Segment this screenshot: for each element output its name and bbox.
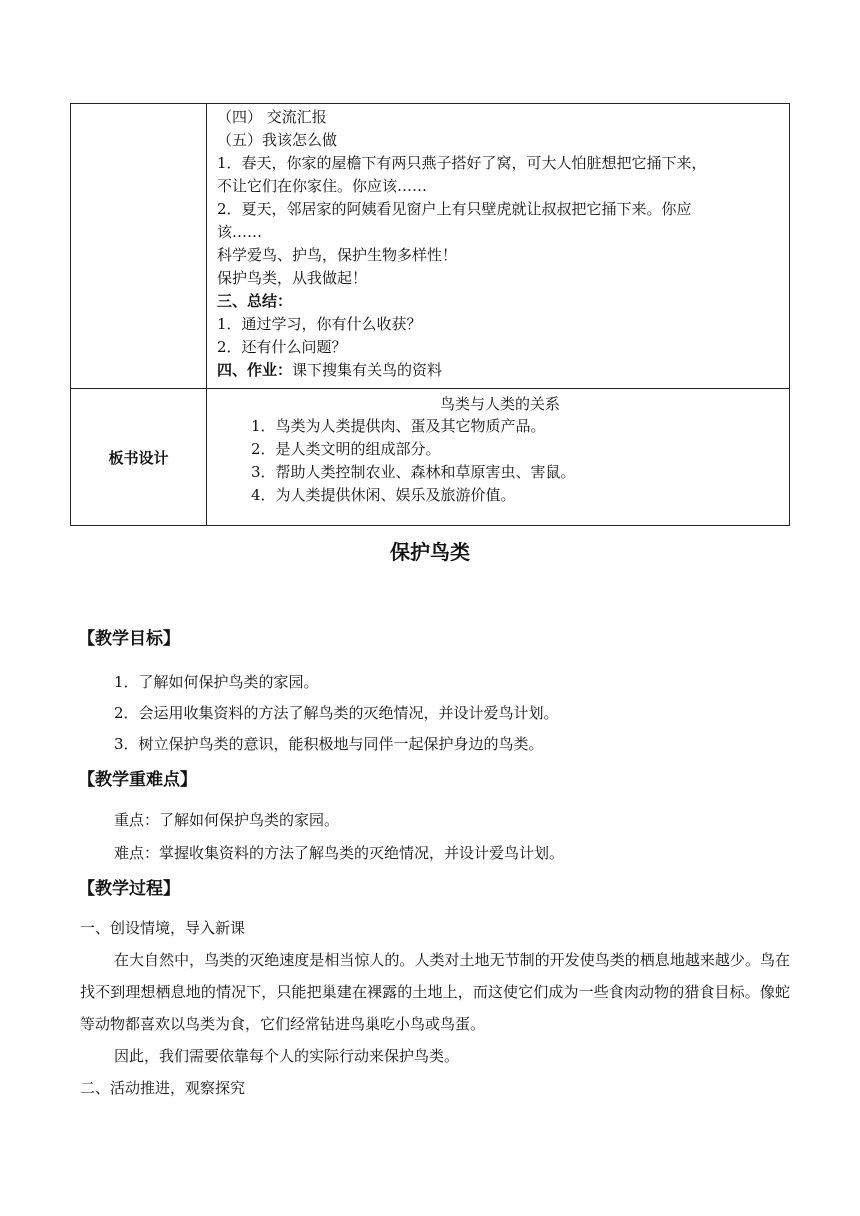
homework-line (217, 359, 783, 382)
homework-text: 课下搜集有关鸟的资料 (292, 361, 443, 379)
key-point: 重点：了解如何保护鸟类的家园。 (114, 811, 340, 829)
text-line: 1．春天，你家的屋檐下有两只燕子搭好了窝，可大人怕脏想把它捅下来， (217, 154, 707, 172)
empty-label-cell (71, 104, 207, 389)
key-points-heading: 【教学重难点】 (78, 770, 197, 790)
text-line: 不让它们在你家住。你应该…… (217, 177, 428, 195)
board-title: 鸟类与人类的关系 (439, 395, 560, 413)
text-line: 该…… (217, 223, 263, 241)
summary-item: 1．通过学习，你有什么收获？ (217, 315, 422, 333)
difficult-point: 难点：掌握收集资料的方法了解鸟类的灭绝情况，并设计爱鸟计划。 (114, 844, 565, 862)
goals-heading: 【教学目标】 (78, 629, 180, 649)
summary-heading: 三、总结： (217, 292, 293, 310)
lesson-plan-table (70, 103, 790, 526)
board-item: 3．帮助人类控制农业、森林和草原害虫、害鼠。 (251, 463, 576, 481)
board-design-cell (207, 389, 790, 526)
board-item: 2．是人类文明的组成部分。 (251, 440, 441, 458)
text-line: 科学爱鸟、护鸟，保护生物多样性！ (217, 246, 458, 264)
text-line: （四） 交流汇报 (217, 108, 327, 126)
board-item: 4．为人类提供休闲、娱乐及旅游价值。 (251, 486, 516, 504)
text-line: 保护鸟类，从我做起！ (217, 269, 368, 287)
table-row (71, 389, 790, 526)
goal-item: 1．了解如何保护鸟类的家园。 (114, 673, 319, 691)
text-line: （五）我该怎么做 (217, 131, 338, 149)
step-heading: 二、活动推进，观察探究 (80, 1079, 246, 1097)
summary-item: 2．还有什么问题？ (217, 338, 347, 356)
step-heading: 一、创设情境，导入新课 (80, 919, 246, 937)
process-heading: 【教学过程】 (78, 879, 180, 899)
paragraph: 在大自然中，鸟类的灭绝速度是相当惊人的。人类对土地无节制的开发使鸟类的栖息地越来越少。鸟在找不到理想栖息地的情况下，只能把巢建在裸露的土地上，而这使它们成为一些食肉动物的猎食目标。像蛇等动物都喜欢以鸟类为食，它们经常钻进鸟巢吃小鸟或鸟蛋。 (80, 951, 790, 1033)
goal-item: 2．会运用收集资料的方法了解鸟类的灭绝情况，并设计爱鸟计划。 (114, 704, 559, 722)
process-cell (207, 104, 790, 389)
text-line: 2．夏天，邻居家的阿姨看见窗户上有只壁虎就让叔叔把它捅下来。你应 (217, 200, 692, 218)
goal-item: 3．树立保护鸟类的意识，能积极地与同伴一起保护身边的鸟类。 (114, 735, 544, 753)
board-item: 1．鸟类为人类提供肉、蛋及其它物质产品。 (251, 417, 546, 435)
homework-heading: 四、作业： (217, 361, 293, 379)
paragraph: 因此，我们需要依靠每个人的实际行动来保护鸟类。 (114, 1047, 460, 1065)
table-row (71, 104, 790, 389)
document-title: 保护鸟类 (390, 540, 470, 564)
board-design-label: 板书设计 (71, 389, 207, 526)
